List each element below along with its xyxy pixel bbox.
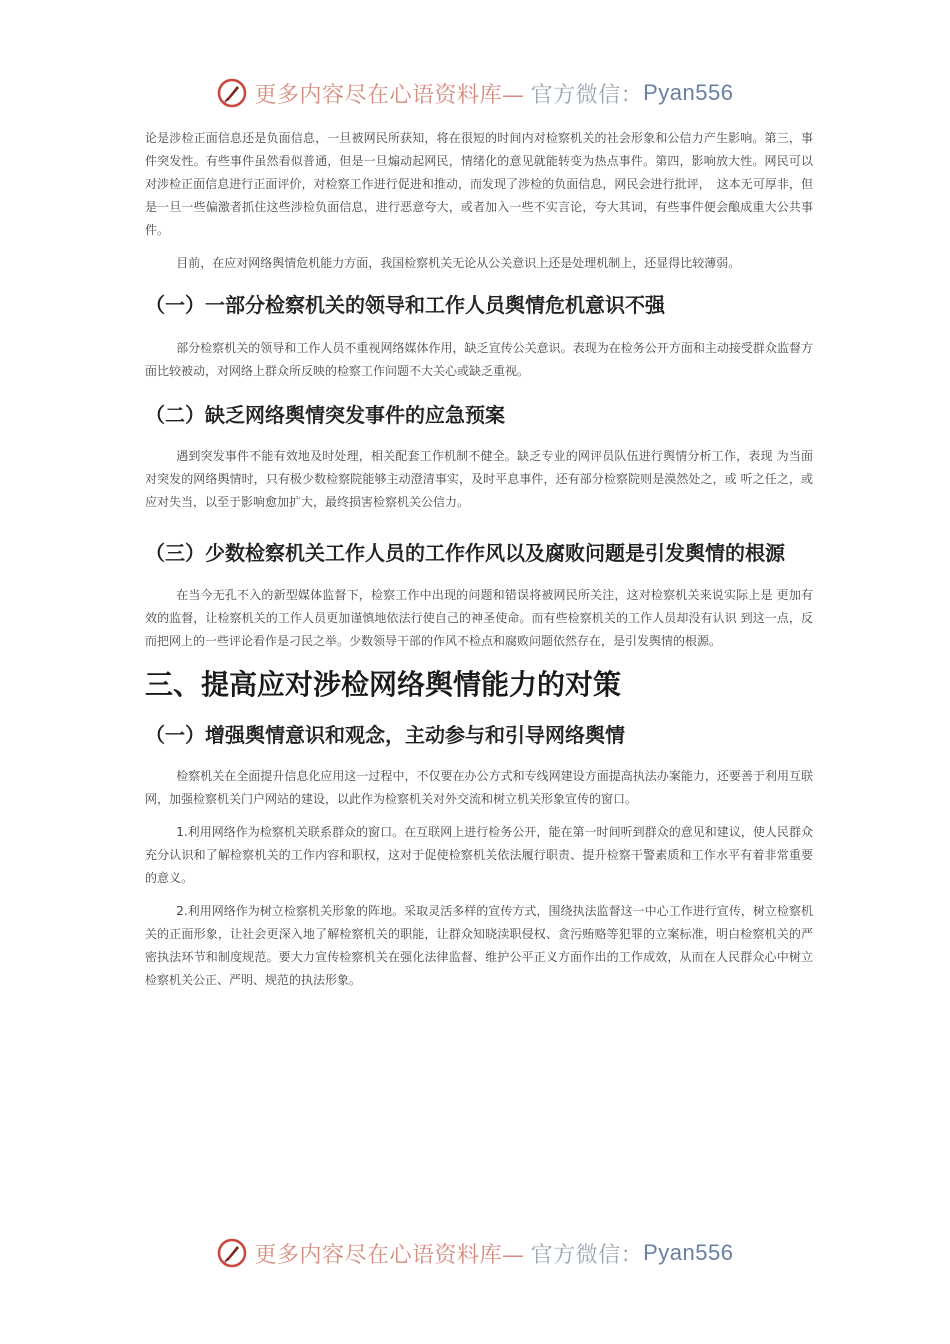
- banner-wechat-id: Pyan556: [643, 80, 734, 105]
- banner-wechat-label: 官方微信：: [530, 82, 644, 108]
- quill-logo-icon: [217, 1238, 247, 1268]
- paragraph-item-1: 1.利用网络作为检察机关联系群众的窗口。在互联网上进行检务公开，能在第一时间听到群众的意见和建议，使人民群众充分认识和了解检察机关的工作内容和职权，这对于促使检察机关依法履行职责、提升检察干警素质和工作水平有着非常重要的意义。: [145, 825, 813, 885]
- quill-logo-icon: [217, 78, 247, 108]
- document-body: [145, 127, 813, 992]
- banner-wechat-label: 官方微信：: [530, 1242, 644, 1268]
- banner-main-text: 更多内容尽在心语资料库—: [254, 82, 525, 108]
- heading-subsection-1: （一）增强舆情意识和观念，主动参与和引导网络舆情: [145, 723, 625, 747]
- paragraph-subsection-1: 检察机关在全面提升信息化应用这一过程中，不仅要在办公方式和专线网建设方面提高执法办案能力，还要善于利用互联网，加强检察机关门户网站的建设，以此作为检察机关对外交流和树立机关形象宣传的窗口。: [145, 769, 813, 806]
- paragraph-section-1: 部分检察机关的领导和工作人员不重视网络媒体作用，缺乏宣传公关意识。表现为在检务公开方面和主动接受群众监督方面比较被动，对网络上群众所反映的检察工作问题不大关心或缺乏重视。: [145, 341, 813, 378]
- paragraph-intro: 论是涉检正面信息还是负面信息，一旦被网民所获知，将在很短的时间内对检察机关的社会形象和公信力产生影响。第三，事件突发性。有些事件虽然看似普通，但是一旦煽动起网民，情绪化的意见就能转变为热点事件。第四，影响放大性。网民可以对涉检正面信息进行正面评价，对检察工作进行促进和推动，而发现了涉检的负面信息，网民会进行批评， 这本无可厚非，但是一旦一些偏激者抓住这些涉检负面信息，进行恶意夸大，或者加入一些不实言论，夸大其词，有些事件便会酿成重大公共事件。: [145, 131, 813, 237]
- heading-section-1: （一）一部分检察机关的领导和工作人员舆情危机意识不强: [145, 293, 665, 317]
- paragraph-section-2: 遇到突发事件不能有效地及时处理，相关配套工作机制不健全。缺乏专业的网评员队伍进行舆情分析工作，表现 为当面对突发的网络舆情时，只有极少数检察院能够主动澄清事实，及时平息事件，还有部分检察院则是漠然处之，或 听之任之，或应对失当，以至于影响愈加扩大，最终损害检察机关公信力。: [145, 449, 813, 509]
- banner-main-text: 更多内容尽在心语资料库—: [254, 1242, 525, 1268]
- heading-section-3: （三）少数检察机关工作人员的工作作风以及腐败问题是引发舆情的根源: [145, 541, 785, 565]
- footer-banner: [0, 1233, 950, 1273]
- header-banner: [0, 73, 950, 113]
- banner-wechat-id: Pyan556: [643, 1240, 734, 1265]
- paragraph-section-3: 在当今无孔不入的新型媒体监督下，检察工作中出现的问题和错误将被网民所关注，这对检察机关来说实际上是 更加有效的监督，让检察机关的工作人员更加谨慎地依法行使自己的神圣使命。而有些检察机关的工作人员却没有认识 到这一点，反而把网上的一些评论看作是刁民之举。少数领导干部的作风不检点和腐败问题依然存在，是引发舆情的根源。: [145, 588, 813, 648]
- heading-section-2: （二）缺乏网络舆情突发事件的应急预案: [145, 403, 505, 427]
- paragraph-current-status: 目前，在应对网络舆情危机能力方面，我国检察机关无论从公关意识上还是处理机制上，还显得比较薄弱。: [176, 256, 741, 270]
- heading-main-section-3: 三、提高应对涉检网络舆情能力的对策: [145, 668, 622, 701]
- paragraph-item-2: 2.利用网络作为树立检察机关形象的阵地。采取灵活多样的宣传方式，围绕执法监督这一中心工作进行宣传，树立检察机关的正面形象，让社会更深入地了解检察机关的职能，让群众知晓渎职侵权、贪污贿赂等犯罪的立案标准，明白检察机关的严密执法环节和制度规范。要大力宣传检察机关在强化法律监督、维护公平正义方面作出的工作成效，从而在人民群众心中树立检察机关公正、严明、规范的执法形象。: [145, 904, 813, 987]
